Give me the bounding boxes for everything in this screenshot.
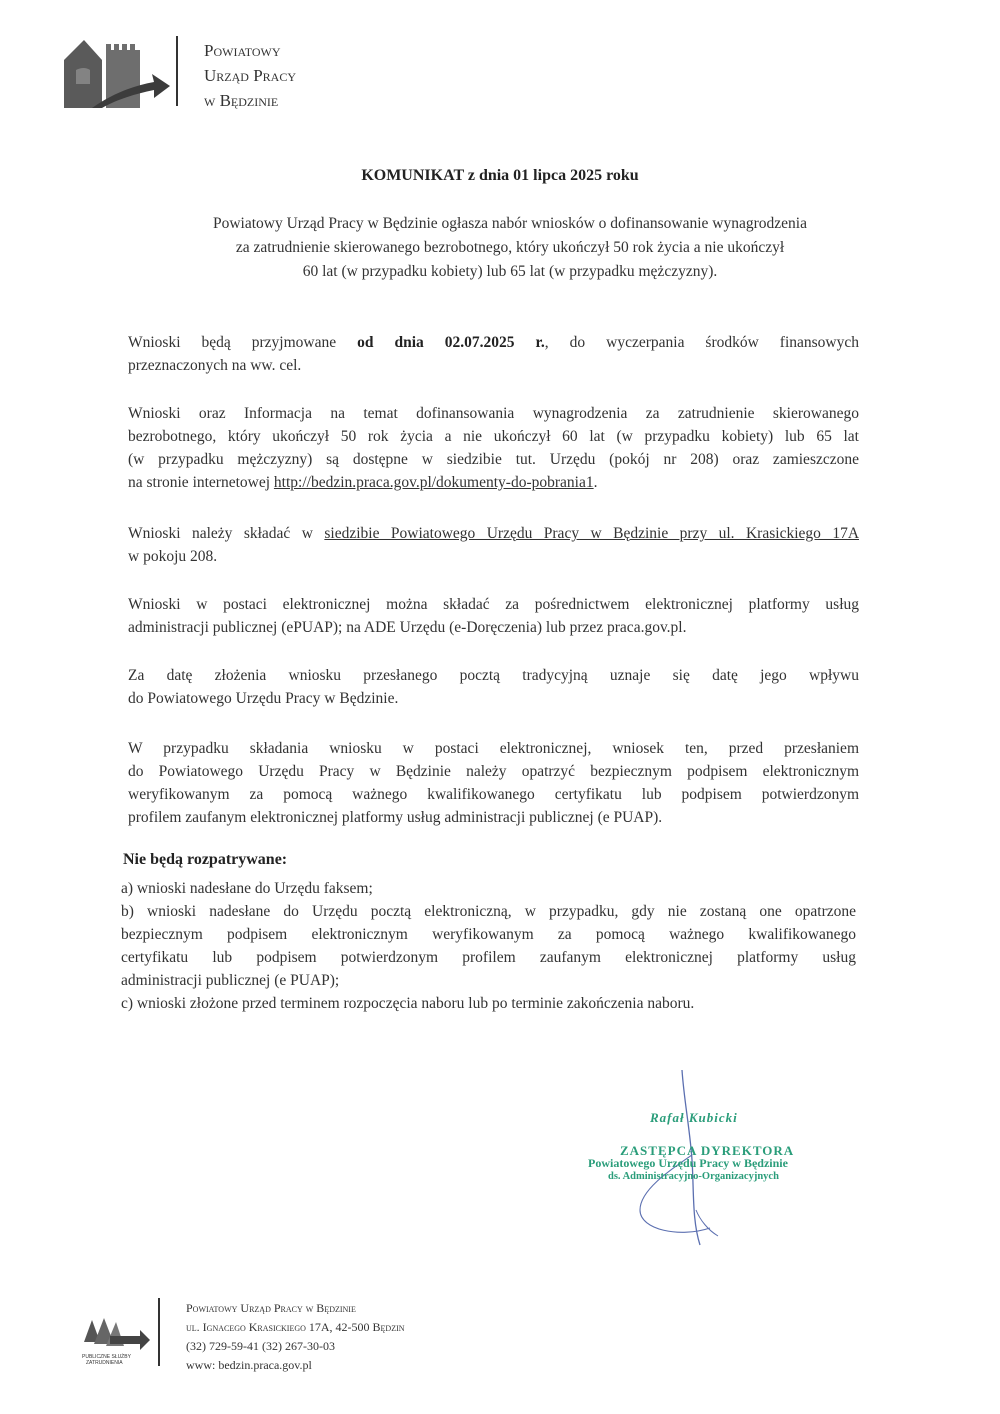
stamp-line: ZASTĘPCA DYREKTORA (620, 1143, 795, 1158)
signatory-name: Rafał Kubicki (650, 1110, 738, 1125)
text: (w przypadku mężczyzny) są dostępne w siedzibie tut. Urzędu (pokój nr 208) oraz zamieszczone (128, 451, 859, 468)
footer-phone: (32) 729-59-41 (32) 267-30-03 (186, 1339, 335, 1353)
text: profilem zaufanym elektronicznej platformy usług administracji publicznej (e PUAP). (128, 809, 663, 826)
footer-website[interactable]: www: bedzin.praca.gov.pl (186, 1358, 312, 1372)
text: na stronie internetowej (128, 474, 274, 491)
lead-line: Powiatowy Urząd Pracy w Będzinie ogłasza nabór wniosków o dofinansowanie wynagrodzenia (212, 215, 807, 232)
paragraph-submission-place (128, 522, 859, 568)
lead-line: 60 lat (w przypadku kobiety) lub 65 lat (w przypadku mężczyzny). (302, 263, 718, 280)
start-date: od dnia 02.07.2025 r. (357, 334, 545, 351)
header-divider (176, 36, 178, 106)
footer-org: Powiatowy Urząd Pracy w Będzinie (186, 1301, 356, 1315)
pup-logo-icon (62, 36, 172, 112)
list-item: bezpiecznym podpisem elektronicznym weryfikowanym za pomocą ważnego kwalifikowanego (121, 926, 856, 943)
text: . (593, 474, 598, 491)
header-org-name (204, 38, 296, 113)
psz-logo-text: ZATRUDNIENIA (86, 1360, 123, 1366)
list-item: administracji publicznej (e PUAP); (121, 972, 340, 989)
text: weryfikowanym za pomocą ważnego kwalifikowanego certyfikatu lub podpisem potwierdzonym (128, 786, 859, 803)
list-item: certyfikatu lub podpisem potwierdzonym profilem zaufanym elektronicznej platformy usług (121, 949, 856, 966)
official-stamp (588, 1144, 794, 1183)
header-org-line: Urząd Pracy (204, 66, 296, 85)
paragraph-dates (128, 331, 859, 377)
text: do Powiatowego Urzędu Pracy w Będzinie. (128, 690, 399, 707)
footer-address: ul. Ignacego Krasickiego 17A, 42-500 Będzin (186, 1320, 405, 1334)
documents-link[interactable]: http://bedzin.praca.gov.pl/dokumenty-do-pobrania1 (273, 474, 594, 491)
psz-logo-text: PUBLICZNE SŁUŻBY (82, 1354, 131, 1360)
paragraph-signature-requirements (128, 737, 859, 829)
header-org-line: Powiatowy (204, 41, 281, 60)
list-item: a) wnioski nadesłane do Urzędu faksem; (121, 880, 373, 897)
paragraph-electronic (128, 593, 859, 639)
text: do Powiatowego Urzędu Pracy w Będzinie należy opatrzyć bezpiecznym podpisem elektronicznym (128, 763, 859, 780)
paragraph-postal-date (128, 664, 859, 710)
lead-line: za zatrudnienie skierowanego bezrobotnego, który ukończył 50 rok życia a nie ukończył (235, 239, 785, 256)
office-address-link: siedzibie Powiatowego Urzędu Pracy w Będzinie przy ul. Krasickiego 17A (324, 525, 860, 542)
psz-logo-icon (80, 1306, 150, 1368)
text: przeznaczonych na ww. cel. (128, 357, 302, 374)
stamp-line: Powiatowego Urzędu Pracy w Będzinie (588, 1156, 788, 1170)
footer-divider (158, 1298, 160, 1366)
text: administracji publicznej (ePUAP); na ADE Urzędu (e-Doręczenia) lub przez praca.gov.pl. (128, 619, 687, 636)
text: Wnioski oraz Informacja na temat dofinansowania wynagrodzenia za zatrudnienie skierowanego (128, 405, 859, 422)
footer-contact (186, 1299, 405, 1375)
list-item: b) wnioski nadesłane do Urzędu pocztą elektroniczną, w przypadku, gdy nie zostaną one opatrzone (121, 903, 856, 920)
text: bezrobotnego, który ukończył 50 rok życia a nie ukończył 60 lat (w przypadku kobiety) lub 65 lat (128, 428, 859, 445)
text: Za datę złożenia wniosku przesłanego pocztą tradycyjną uznaje się datę jego wpływu (128, 667, 859, 684)
text: W przypadku składania wniosku w postaci elektronicznej, wniosek ten, przed przesłaniem (128, 740, 859, 757)
paragraph-availability (128, 402, 859, 494)
not-considered-list (121, 877, 856, 1015)
list-item: c) wnioski złożone przed terminem rozpoczęcia naboru lub po terminie zakończenia naboru. (121, 995, 695, 1012)
document-title: KOMUNIKAT z dnia 01 lipca 2025 roku (361, 167, 639, 184)
text: Wnioski będą przyjmowane (128, 334, 358, 351)
text: w pokoju 208. (128, 548, 218, 565)
text: Wnioski należy składać w (128, 525, 325, 542)
header-org-line: w Będzinie (204, 91, 279, 110)
lead-paragraph (150, 212, 870, 284)
not-considered-heading: Nie będą rozpatrywane: (123, 851, 288, 868)
stamp-line: ds. Administracyjno-Organizacyjnych (608, 1171, 779, 1182)
text: Wnioski w postaci elektronicznej można składać za pośrednictwem elektronicznej platformy usług (128, 596, 859, 613)
text: , do wyczerpania środków finansowych (544, 334, 860, 351)
